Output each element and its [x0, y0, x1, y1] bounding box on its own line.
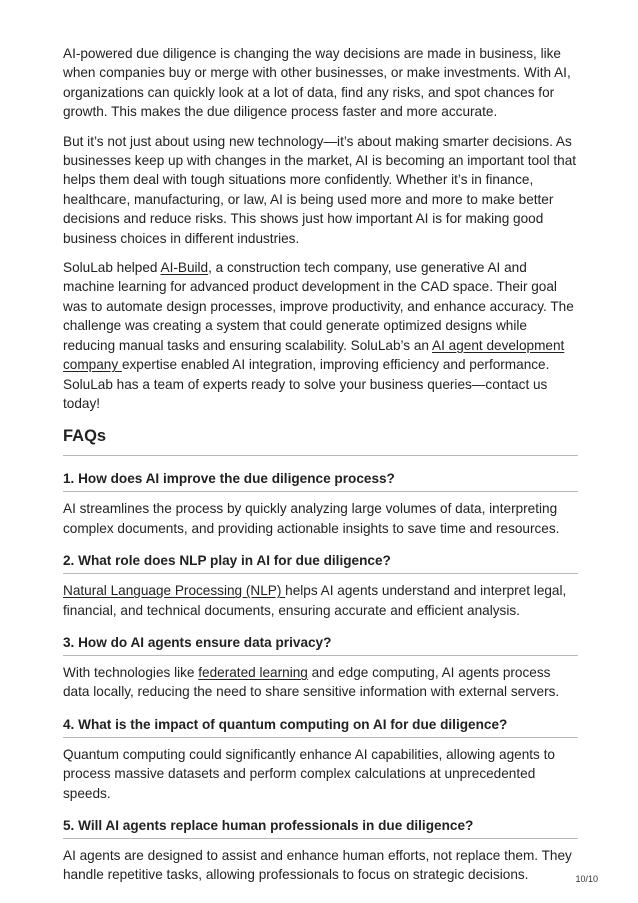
- faq-question: 1. How does AI improve the due diligence process?: [63, 471, 578, 492]
- faq-item-4: [63, 717, 578, 803]
- federated-learning-link[interactable]: federated learning: [198, 664, 308, 680]
- ai-agent-development-company-link[interactable]: AI agent development company: [63, 337, 565, 373]
- intro-paragraph-2: But it’s not just about using new technology—it’s about making smarter decisions. As businesses keep up with changes in the market, AI is becoming an important tool that helps them deal with tough situations more confidently. Whether it’s in finance, healthcare, manufacturing, or law, AI is being used more and more to make better decisions and reduce risks. This shows just how important AI is for making good business choices in different industries.: [63, 133, 577, 246]
- faqs-heading: FAQs: [63, 427, 578, 456]
- faq-answer: AI streamlines the process by quickly analyzing large volumes of data, interpreting complex documents, and providing actionable insights to save time and resources.: [63, 501, 560, 536]
- faq-question: 5. Will AI agents replace human professionals in due diligence?: [63, 818, 578, 839]
- faq-answer-text-b: and edge computing, AI agents process data locally, reducing the need to share sensitive information with external servers.: [63, 664, 560, 700]
- faq-answer: AI agents are designed to assist and enhance human efforts, not replace them. They handle repetitive tasks, allowing professionals to focus on strategic decisions.: [63, 847, 572, 883]
- faq-question: 3. How do AI agents ensure data privacy?: [63, 635, 578, 656]
- faq-answer: [63, 581, 578, 620]
- nlp-link[interactable]: Natural Language Processing (NLP): [63, 583, 286, 599]
- faq-answer-text-a: With technologies like: [63, 664, 199, 680]
- faq-answer: [63, 663, 578, 702]
- faq-item-1: [63, 471, 578, 538]
- p3-text-a: SoluLab helped: [63, 260, 161, 276]
- faq-question: 2. What role does NLP play in AI for due diligence?: [63, 553, 578, 574]
- p3-text-c: expertise enabled AI integration, improving efficiency and performance. SoluLab has a team of experts ready to solve your business queries—contact us today!: [63, 357, 550, 411]
- page-number: 10/10: [575, 874, 598, 884]
- p3-text-b: , a construction tech company, use generative AI and machine learning for advanced product development in the CAD space. Their goal was to automate design processes, improve productivity, and enhance accuracy. The challenge was creating a system that could generate optimized designs while reducing manual tasks and ensuring scalability. SoluLab’s an: [63, 260, 574, 353]
- intro-paragraph-3: [63, 258, 578, 413]
- faq-question: 4. What is the impact of quantum computing on AI for due diligence?: [63, 717, 578, 738]
- ai-build-link[interactable]: AI-Build: [160, 260, 209, 276]
- faq-item-3: [63, 635, 578, 702]
- faq-item-5: [63, 818, 578, 885]
- faq-answer-text: helps AI agents understand and interpret legal, financial, and technical documents, ensuring accurate and efficient analysis.: [63, 583, 567, 618]
- intro-paragraph-1: AI-powered due diligence is changing the way decisions are made in business, like when companies buy or merge with other businesses, or make investments. With AI, organizations can quickly look at a lot of data, find any risks, and spot chances for growth. This makes the due diligence process faster and more accurate.: [63, 46, 571, 120]
- faq-item-2: [63, 553, 578, 620]
- faq-answer: Quantum computing could significantly enhance AI capabilities, allowing agents to process massive datasets and perform complex calculations at unprecedented speeds.: [63, 746, 555, 801]
- document-page: [63, 44, 578, 885]
